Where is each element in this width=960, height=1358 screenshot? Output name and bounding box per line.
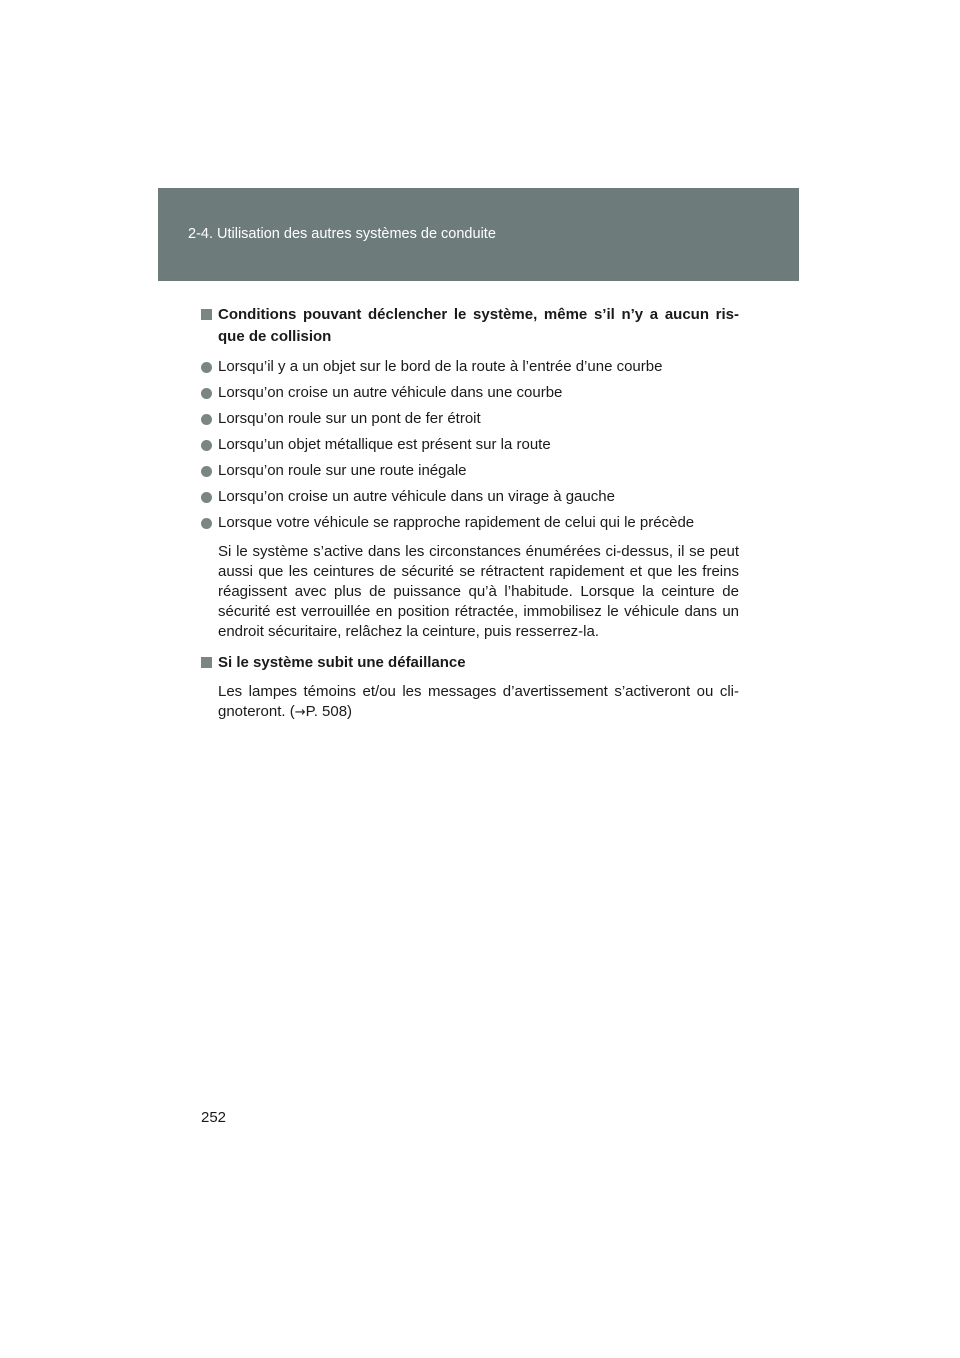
list-item-text: Lorsqu’il y a un objet sur le bord de la route à l’entrée d’une courbe <box>218 358 663 375</box>
circle-bullet-icon <box>201 518 212 529</box>
circle-bullet-icon <box>201 414 212 425</box>
malfunction-paragraph <box>201 682 739 723</box>
chapter-header-band <box>158 188 799 281</box>
list-item-text: Lorsqu’on croise un autre véhicule dans une courbe <box>218 384 563 401</box>
list-item <box>201 408 739 430</box>
list-item-text: Lorsqu’on roule sur une route inégale <box>218 462 467 479</box>
circle-bullet-icon <box>201 440 212 451</box>
conditions-note-paragraph: Si le système s’active dans les circonstances énumérées ci-dessus, il se peut aussi que les ceintures de sécurité se rétractent rapidement et que les freins réagissent avec plus de puissance qu’à l’habitude. Lorsque la ceinture de sécurité est verrouillée en position rétractée, immobilisez le véhicule dans un endroit sécuritaire, relâchez la ceinture, puis resserrez-la. <box>218 543 739 640</box>
circle-bullet-icon <box>201 388 212 399</box>
list-item-text: Lorsqu’on croise un autre véhicule dans un virage à gauche <box>218 488 615 505</box>
page-reference-link[interactable]: P. 508) <box>305 703 353 720</box>
circle-bullet-icon <box>201 466 212 477</box>
page-number: 252 <box>201 1109 227 1126</box>
circle-bullet-icon <box>201 362 212 373</box>
square-bullet-icon <box>201 309 212 320</box>
conditions-list <box>201 356 739 534</box>
section-heading-conditions <box>201 304 739 348</box>
reference-arrow-icon: → <box>294 705 306 720</box>
list-item <box>201 512 739 534</box>
list-item <box>201 356 739 378</box>
section-heading-text: Conditions pouvant déclencher le système, même s’il n’y a aucun ris-que de collision <box>218 306 739 345</box>
square-bullet-icon <box>201 657 212 668</box>
page-content <box>201 304 739 733</box>
section-heading-text: Si le système subit une défaillance <box>218 654 466 671</box>
list-item-text: Lorsqu’un objet métallique est présent sur la route <box>218 436 551 453</box>
section-heading-malfunction <box>201 652 739 674</box>
list-item <box>201 486 739 508</box>
chapter-title: 2-4. Utilisation des autres systèmes de conduite <box>188 226 496 242</box>
list-item <box>201 382 739 404</box>
circle-bullet-icon <box>201 492 212 503</box>
list-item-text: Lorsqu’on roule sur un pont de fer étroit <box>218 410 481 427</box>
list-item-text: Lorsque votre véhicule se rapproche rapidement de celui qui le précède <box>218 514 695 531</box>
list-item <box>201 460 739 482</box>
list-item <box>201 434 739 456</box>
malfunction-text: Les lampes témoins et/ou les messages d’avertissement s’activeront ou cli-gnoteront. ( <box>218 683 739 720</box>
